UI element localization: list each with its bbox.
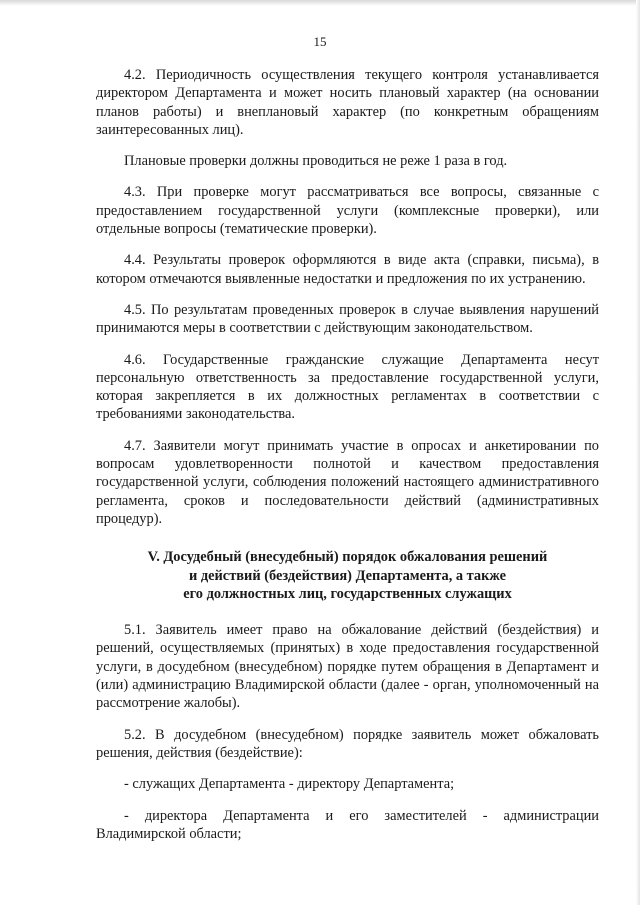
paragraph-4-4: 4.4. Результаты проверок оформляются в виде акта (справки, письма), в котором отмечаются выявленные недостатки и предложения по их устранению. (96, 252, 599, 287)
section-heading-line: его должностных лиц, государственных служащих (183, 585, 512, 602)
list-item-employees: - служащих Департамента - директору Департамента; (124, 776, 455, 793)
paragraph-4-3: 4.3. При проверке могут рассматриваться все вопросы, связанные с предоставлением государственной услуги (комплексные проверки), или отдельные вопросы (тематические проверки). (96, 184, 599, 238)
paragraph-4-7: 4.7. Заявители могут принимать участие в опросах и анкетировании по вопросам удовлетворенности полнотой и качеством предоставления государственной услуги, соблюдения положений настоящего административного регламента, сроков и последовательности действий (административных процедур). (96, 437, 599, 527)
scan-edge-right (636, 0, 640, 905)
section-heading (96, 548, 599, 603)
paragraph-5-1: 5.1. Заявитель имеет право на обжалование действий (бездействия) и решений, осуществляемых (принятых) в ходе предоставления государственной услуги, в досудебном (внесудебном) порядке путем обращения в Департамент и (или) администрацию Владимирской области (далее - орган, уполномоченный на рассмотрение жалобы). (96, 622, 599, 712)
paragraph-planned-checks: Плановые проверки должны проводиться не реже 1 раза в год. (124, 153, 508, 170)
paragraph-5-2: 5.2. В досудебном (внесудебном) порядке заявитель может обжаловать решения, действия (бездействие): (96, 726, 599, 761)
paragraph-4-5: 4.5. По результатам проведенных проверок в случае выявления нарушений принимаются меры в соответствии с действующим законодательством. (96, 301, 599, 337)
page-number: 15 (313, 34, 327, 49)
document-body (96, 66, 599, 843)
paragraph-4-6: 4.6. Государственные гражданские служащие Департамента несут персональную ответственность за предоставление государственной услуги, которая закрепляется в их должностных регламентах в соответствии с требованиями законодательства. (96, 351, 599, 423)
scan-edge-top (0, 0, 640, 6)
paragraph-4-2: 4.2. Периодичность осуществления текущего контроля устанавливается директором Департамента и может носить плановый характер (на основании планов работы) и внеплановый характер (по конкретным обращениям заинтересованных лиц). (96, 67, 599, 138)
section-heading-line: и действий (бездействия) Департамента, а также (188, 567, 507, 584)
section-heading-line: V. Досудебный (внесудебный) порядок обжалования решений (147, 549, 548, 566)
list-item-director: - директора Департамента и его заместителей - администрации Владимирской области; (96, 807, 599, 842)
